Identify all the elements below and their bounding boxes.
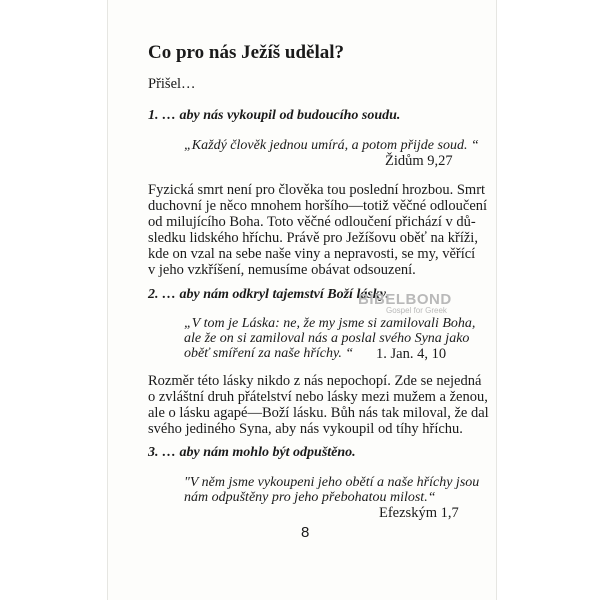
intro-text: Přišel…: [148, 76, 196, 92]
paragraph-line: Rozměr této lásky nikdo z nás nepochopí. Zde se nejedná: [148, 373, 482, 389]
section-2-reference: 1. Jan. 4, 10: [376, 346, 447, 362]
paragraph-line: ale o lásku agapé—Boží lásku. Bůh nás tak miloval, že dal: [148, 405, 489, 421]
paragraph-line: v jeho vzkříšení, nemusíme obávat odsouzení.: [148, 262, 416, 278]
paragraph-line: kde on vzal na sebe naše viny a nepravosti, se my, věřící: [148, 246, 476, 262]
paragraph-line: o zvláštní druh přátelství nebo lásky mezi mužem a ženou,: [148, 389, 488, 405]
quote-line: nám odpuštěny pro jeho přebohatou milost.“: [184, 490, 436, 505]
section-1-heading: 1. … aby nás vykoupil od budoucího soudu.: [148, 108, 401, 123]
paragraph-line: Fyzická smrt není pro člověka tou poslední hrozbou. Smrt: [148, 182, 486, 198]
quote-line: ale že on si zamiloval nás a poslal svého Syna jako: [184, 331, 470, 346]
book-page: [107, 0, 497, 600]
page-title: Co pro nás Ježíš udělal?: [148, 42, 345, 63]
section-3-reference: Efezským 1,7: [379, 505, 459, 521]
quote-line: „V tom je Láska: ne, že my jsme si zamilovali Boha,: [184, 316, 476, 331]
paragraph-line: duchovní je něco mnohem horšího—totiž věčné odloučení: [148, 198, 488, 214]
paragraph-line: sledku lidského hříchu. Právě pro Ježíšovu oběť na kříži,: [148, 230, 478, 246]
watermark-logo: [358, 291, 452, 315]
section-1-quote: „Každý člověk jednou umírá, a potom přijde soud. “: [184, 138, 479, 153]
section-2-heading: 2. … aby nám odkryl tajemství Boží lásky.: [148, 287, 389, 302]
watermark-subtext: Gospel for Greek: [386, 306, 447, 315]
section-1-reference: Židům 9,27: [385, 153, 453, 169]
section-3-heading: 3. … aby nám mohlo být odpuštěno.: [148, 445, 356, 460]
quote-line: "V něm jsme vykoupeni jeho obětí a naše hříchy jsou: [184, 475, 480, 490]
paragraph-line: od milujícího Boha. Toto věčné odloučení přichází v dů-: [148, 214, 476, 230]
page-number: 8: [301, 524, 310, 541]
watermark-text: BIBELBOND: [358, 291, 452, 308]
section-2-paragraph: [148, 373, 489, 437]
section-3-quote: [184, 475, 479, 505]
paragraph-line: svého jediného Syna, aby nás vykoupil od tíhy hříchu.: [148, 421, 463, 437]
quote-line: oběť smíření za naše hříchy. “: [184, 346, 354, 361]
section-1-paragraph: [148, 182, 487, 278]
